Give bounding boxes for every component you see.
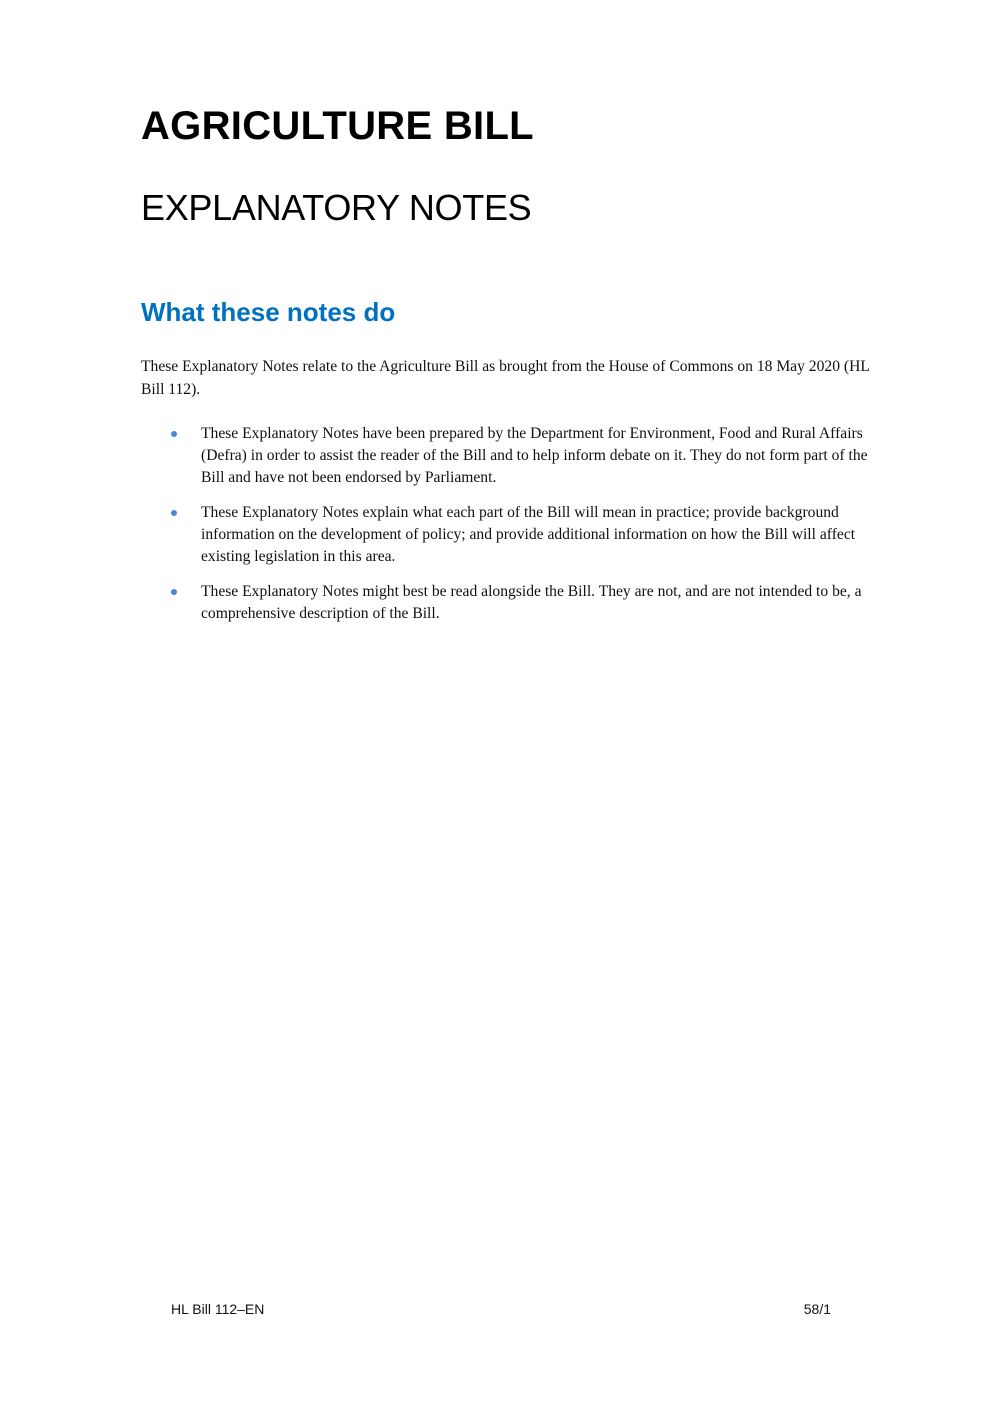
document-title: AGRICULTURE BILL: [141, 104, 534, 148]
bullet-item: [141, 423, 871, 489]
bullet-item: [141, 581, 871, 625]
bullet-dot-icon: [171, 589, 177, 595]
document-subtitle: EXPLANATORY NOTES: [141, 187, 532, 228]
bullet-text: These Explanatory Notes have been prepared by the Department for Environment, Food and Rural Affairs (Defra) in order to assist the reader of the Bill and to help inform debate on it. They do not form part of the Bill and have not been endorsed by Parliament.: [201, 425, 868, 486]
bullet-list: [141, 423, 871, 638]
section-heading: What these notes do: [141, 297, 396, 327]
bullet-dot-icon: [171, 510, 177, 516]
bullet-text: These Explanatory Notes might best be read alongside the Bill. They are not, and are not intended to be, a comprehensive description of the Bill.: [201, 583, 862, 622]
bullet-item: [141, 502, 871, 568]
footer-page-reference: 58/1: [803, 1301, 831, 1317]
intro-paragraph: These Explanatory Notes relate to the Agriculture Bill as brought from the House of Commons on 18 May 2020 (HL Bill 112).: [141, 358, 870, 398]
bullet-text: These Explanatory Notes explain what each part of the Bill will mean in practice; provide background information on the development of policy; and provide additional information on how the Bill will affect existing legislation in this area.: [201, 504, 856, 565]
footer-bill-reference: HL Bill 112–EN: [171, 1301, 265, 1317]
bullet-dot-icon: [171, 431, 177, 437]
